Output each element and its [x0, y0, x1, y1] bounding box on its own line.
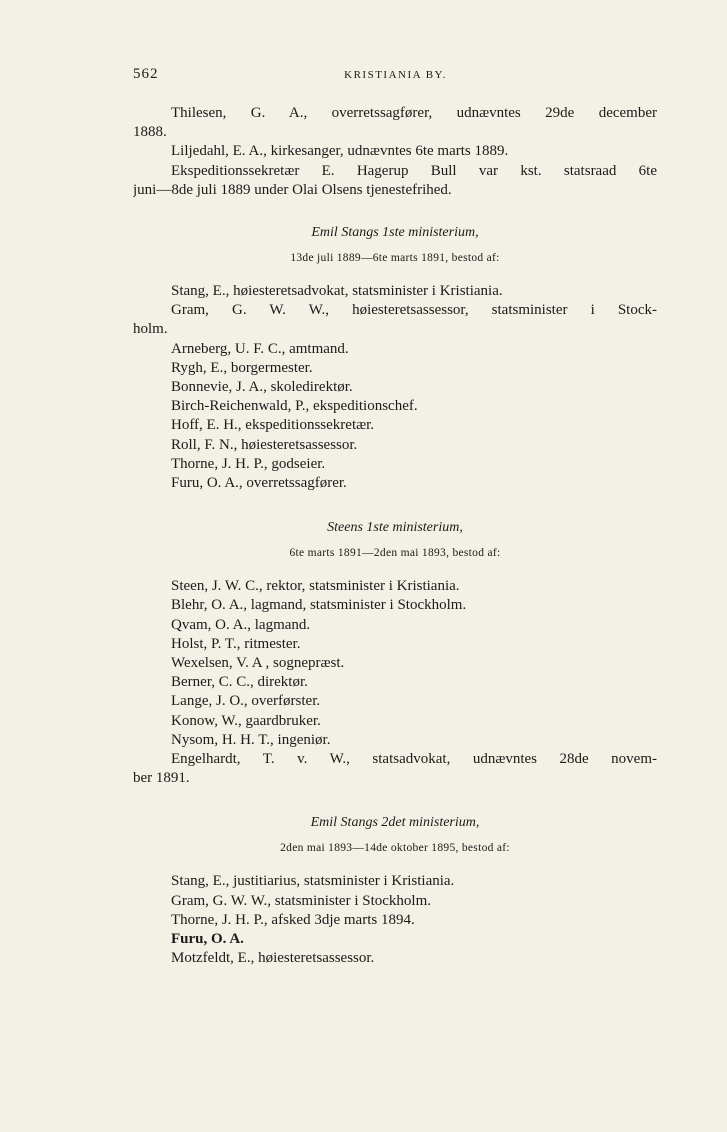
- member-line: Qvam, O. A., lagmand.: [171, 616, 311, 633]
- member-line: holm.: [133, 321, 168, 338]
- member-line: ber 1891.: [133, 770, 190, 787]
- member-line: Engelhardt, T. v. W., statsadvokat, udnævntes 28de novem-: [171, 751, 657, 768]
- page-number: 562: [133, 66, 159, 82]
- member-line: Blehr, O. A., lagmand, statsminister i Stockholm.: [171, 597, 467, 614]
- member-line: Thorne, J. H. P., godseier.: [171, 455, 326, 472]
- member-line: Stang, E., høiesteretsadvokat, statsminister i Kristiania.: [171, 283, 503, 300]
- intro-block: [133, 104, 657, 200]
- member-list: [133, 282, 657, 493]
- member-line: Furu, O. A., overretssagfører.: [171, 475, 347, 492]
- member-line: Roll, F. N., høiesteretsassessor.: [171, 436, 358, 453]
- section-title: Steens 1ste ministerium,: [327, 520, 463, 536]
- member-line: Holst, P. T., ritmester.: [171, 635, 301, 652]
- member-line: Rygh, E., borgermester.: [171, 359, 313, 376]
- member-line: Nysom, H. H. T., ingeniør.: [171, 731, 331, 748]
- member-line: Birch-Reichenwald, P., ekspeditionschef.: [171, 398, 418, 415]
- member-line: Hoff, E. H., ekspeditionssekretær.: [171, 417, 375, 434]
- section-dates: 2den mai 1893—14de oktober 1895, bestod af:: [280, 842, 510, 855]
- section-title: Emil Stangs 1ste ministerium,: [311, 225, 479, 241]
- text-line: juni—8de juli 1889 under Olai Olsens tjenestefrihed.: [133, 181, 452, 198]
- member-line: Stang, E., justitiarius, statsminister i Kristiania.: [171, 873, 455, 890]
- section-dates: 6te marts 1891—2den mai 1893, bestod af:: [289, 547, 501, 560]
- member-line: Furu, O. A.: [171, 931, 244, 948]
- section-ministry-2: [133, 518, 657, 788]
- member-line: Thorne, J. H. P., afsked 3dje marts 1894.: [171, 911, 415, 928]
- text-line: Liljedahl, E. A., kirkesanger, udnævntes 6te marts 1889.: [171, 143, 509, 160]
- section-ministry-1: [133, 223, 657, 493]
- member-line: Bonnevie, J. A., skoledirektør.: [171, 379, 353, 396]
- member-line: Lange, J. O., overførster.: [171, 693, 321, 710]
- member-line: Berner, C. C., direktør.: [171, 674, 308, 691]
- page-header: [133, 66, 658, 88]
- member-line: Steen, J. W. C., rektor, statsminister i Kristiania.: [171, 578, 460, 595]
- member-line: Arneberg, U. F. C., amtmand.: [171, 340, 349, 357]
- section-dates: 13de juli 1889—6te marts 1891, bestod af:: [290, 252, 500, 265]
- member-list: [133, 872, 657, 968]
- member-line: Gram, G. W. W., høiesteretsassessor, statsminister i Stock-: [171, 302, 657, 319]
- member-list: [133, 577, 657, 788]
- running-head: KRISTIANIA BY.: [344, 69, 447, 81]
- member-line: Wexelsen, V. A , sognepræst.: [171, 655, 345, 672]
- member-line: Konow, W., gaardbruker.: [171, 712, 321, 729]
- section-ministry-3: [133, 813, 657, 968]
- text-line: Ekspeditionssekretær E. Hagerup Bull var kst. statsraad 6te: [171, 162, 657, 179]
- section-title: Emil Stangs 2det ministerium,: [310, 815, 480, 831]
- member-line: Motzfeldt, E., høiesteretsassessor.: [171, 950, 375, 967]
- text-line: Thilesen, G. A., overretssagfører, udnævntes 29de december: [171, 105, 657, 121]
- text-line: 1888.: [133, 124, 167, 141]
- member-line: Gram, G. W. W., statsminister i Stockholm.: [171, 892, 432, 909]
- page-body: [133, 104, 657, 969]
